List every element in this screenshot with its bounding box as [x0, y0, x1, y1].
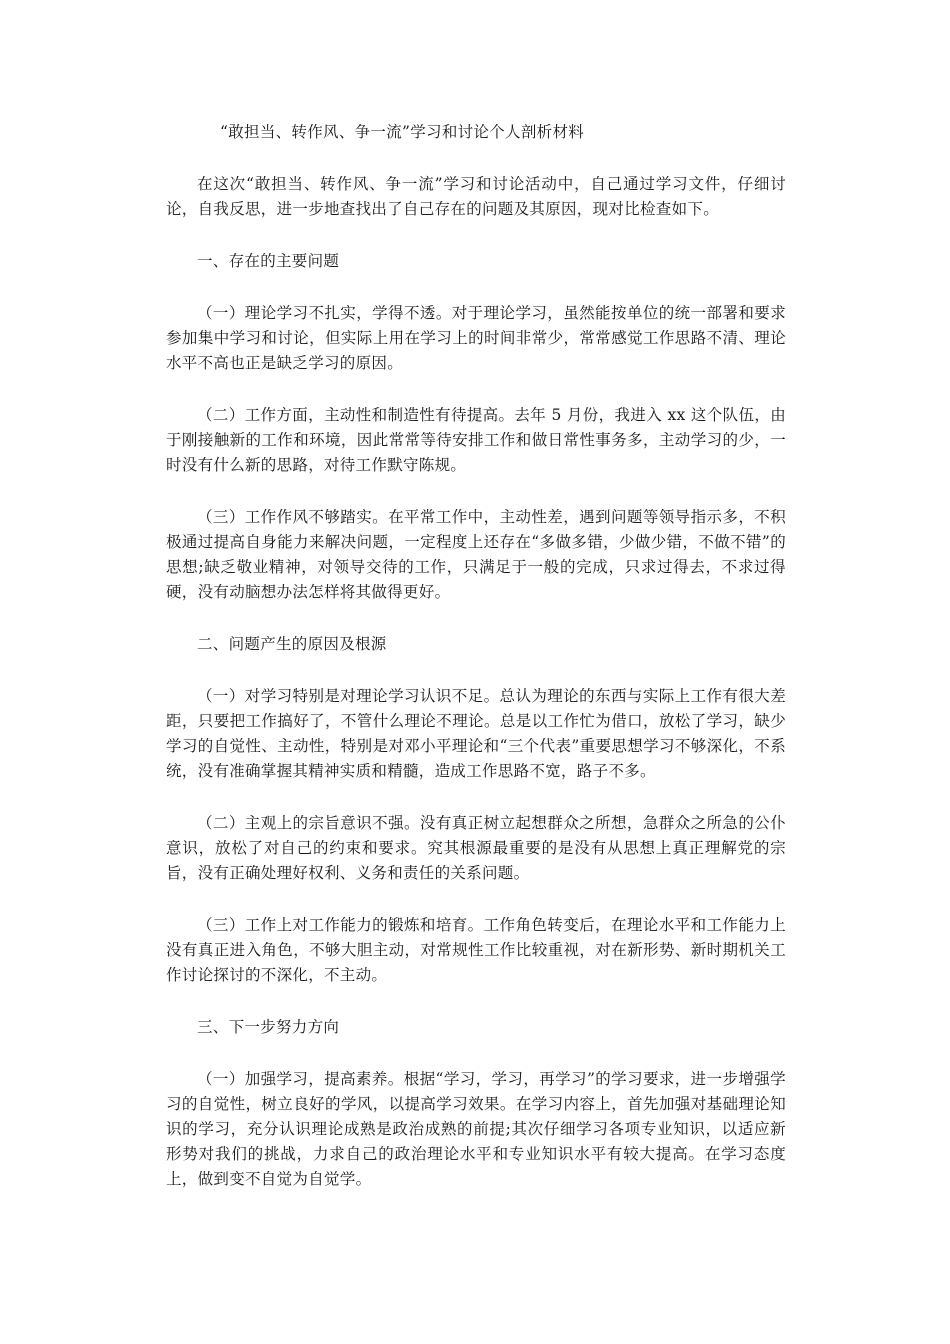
document-page: [166, 120, 786, 1219]
paragraph: （一）加强学习，提高素养。根据“学习，学习，再学习”的学习要求，进一步增强学习的自觉性，树立良好的学风，以提高学习效果。在学习内容上，首先加强对基础理论知识的学习，充分认识理论成熟是政治成熟的前提;其次仔细学习各项专业知识，以适应新形势对我们的挑战，力求自己的政治理论水平和专业知识水平有较大提高。在学习态度上，做到变不自觉为自觉学。: [166, 1070, 786, 1188]
section-heading-direction: 三、下一步努力方向: [197, 1018, 340, 1036]
paragraph: （三）工作作风不够踏实。在平常工作中，主动性差，遇到问题等领导指示多，不积极通过提高自身能力来解决问题，一定程度上还存在“多做多错，少做少错，不做不错”的思想;缺乏敬业精神，对领导交待的工作，只满足于一般的完成，只求过得去，不求过得硬，没有动脑想办法怎样将其做得更好。: [166, 508, 786, 601]
paragraph: （二）主观上的宗旨意识不强。没有真正树立起想群众之所想，急群众之所急的公仆意识，放松了对自己的约束和要求。究其根源最重要的是没有从思想上真正理解党的宗旨，没有正确处理好权利、义务和责任的关系问题。: [166, 814, 786, 882]
document-title: “敢担当、转作风、争一流”学习和讨论个人剖析材料: [220, 123, 585, 141]
section-heading-problems: 一、存在的主要问题: [197, 252, 340, 270]
intro-paragraph: 在这次“敢担当、转作风、争一流”学习和讨论活动中，自己通过学习文件，仔细讨论，自我反思，进一步地查找出了自己存在的问题及其原因，现对比检查如下。: [166, 175, 786, 218]
paragraph: （一）对学习特别是对理论学习认识不足。总认为理论的东西与实际上工作有很大差距，只要把工作搞好了，不管什么理论不理论。总是以工作忙为借口，放松了学习，缺少学习的自觉性、主动性，特别是对邓小平理论和“三个代表”重要思想学习不够深化，不系统，没有准确掌握其精神实质和精髓，造成工作思路不宽，路子不多。: [166, 687, 786, 780]
paragraph: （一）理论学习不扎实，学得不透。对于理论学习，虽然能按单位的统一部署和要求参加集中学习和讨论，但实际上用在学习上的时间非常少，常常感觉工作思路不清、理论水平不高也正是缺乏学习的原因。: [166, 304, 786, 372]
section-heading-causes: 二、问题产生的原因及根源: [197, 635, 387, 653]
paragraph: （三）工作上对工作能力的锻炼和培育。工作角色转变后，在理论水平和工作能力上没有真正进入角色，不够大胆主动，对常规性工作比较重视，对在新形势、新时期机关工作讨论探讨的不深化，不主动。: [166, 916, 786, 984]
paragraph: （二）工作方面，主动性和制造性有待提高。去年 5 月份，我进入 xx 这个队伍，由于刚接触新的工作和环境，因此常常等待安排工作和做日常性事务多，主动学习的少，一时没有什么新的思路，对待工作默守陈规。: [166, 406, 786, 474]
